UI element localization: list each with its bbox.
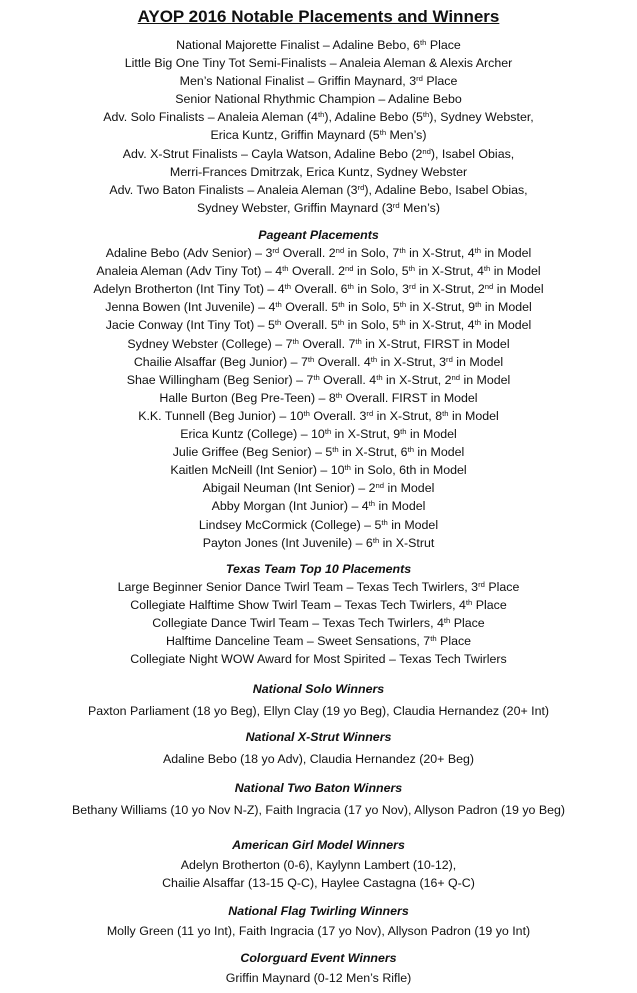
line-text: Merri-Frances Dmitrzak, Erica Kuntz, Sydney Webster — [169, 164, 468, 179]
ordinal-suffix: th — [332, 444, 339, 454]
line-text: in Model — [480, 318, 532, 333]
ordinal-suffix: th — [400, 426, 407, 436]
line-text: Overall. 2 — [288, 264, 345, 279]
text-line — [0, 922, 637, 940]
line-text: Adelyn Brotherton (Int Tiny Tot) – 4 — [93, 282, 285, 297]
ordinal-suffix: th — [399, 300, 407, 310]
ordinal-suffix: th — [292, 336, 299, 346]
ordinal-suffix: th — [381, 517, 388, 527]
text-line — [0, 163, 637, 181]
line-text: in X-Strut, 2 — [415, 282, 485, 297]
line-text: in Model — [413, 445, 465, 460]
ordinal-suffix: th — [419, 37, 427, 47]
line-text: in X-Strut, 9 — [331, 427, 401, 442]
line-text: Little Big One Tiny Tot Semi-Finalists – Analeia Aleman & Alexis Archer — [124, 56, 513, 71]
ordinal-suffix: th — [407, 444, 414, 454]
line-text: Shae Willingham (Beg Senior) – 7 — [126, 372, 314, 387]
ordinal-suffix: rd — [366, 408, 374, 418]
ordinal-suffix: th — [337, 318, 345, 328]
line-text: Chailie Alsaffar (13-15 Q-C), Haylee Castagna (16+ Q-C) — [162, 876, 475, 891]
text-line — [0, 199, 637, 217]
ordinal-suffix: rd — [446, 354, 453, 364]
line-text: in X-Strut, 3 — [377, 354, 447, 369]
line-text: Overall. 6 — [291, 282, 348, 297]
line-text: Place — [422, 74, 458, 89]
line-text: in X-Strut, 8 — [373, 408, 443, 423]
ordinal-suffix: rd — [478, 579, 485, 589]
line-text: Place — [426, 38, 461, 52]
text-line — [0, 856, 637, 874]
line-text: Adv. Two Baton Finalists – Analeia Aleman (3 — [109, 182, 358, 197]
ordinal-suffix: th — [475, 300, 482, 310]
notable-section — [0, 36, 637, 217]
line-text: Men’s) — [399, 200, 441, 215]
line-text: Overall. 5 — [281, 318, 338, 333]
line-text: in X-Strut, 9 — [406, 300, 476, 315]
ordinal-suffix: rd — [392, 200, 400, 210]
line-text: in X-Strut, 6 — [338, 445, 408, 460]
flag-list — [0, 922, 637, 940]
pageant-section — [0, 226, 637, 552]
line-text: in X-Strut, FIRST in Model — [361, 336, 510, 351]
ordinal-suffix: rd — [357, 182, 365, 192]
line-text: Overall. 4 — [319, 372, 377, 387]
line-text: Place — [472, 598, 507, 613]
line-text: Senior National Rhythmic Champion – Adaline Bebo — [175, 92, 462, 107]
line-text: in Solo, 6th in Model — [350, 463, 467, 478]
ordinal-suffix: nd — [344, 263, 354, 273]
line-text: in Model — [481, 300, 532, 315]
ordinal-suffix: th — [368, 499, 376, 509]
ordinal-suffix: th — [284, 282, 292, 292]
ordinal-suffix: th — [313, 372, 320, 382]
ordinal-suffix: th — [443, 616, 451, 626]
text-line — [0, 596, 637, 614]
line-text: in Model — [387, 517, 439, 532]
section-heading: Colorguard Event Winners — [240, 951, 397, 965]
ordinal-suffix: th — [335, 390, 343, 400]
line-text: Adelyn Brotherton (0-6), Kaylynn Lambert (10-12), — [180, 858, 457, 873]
text-line — [0, 90, 637, 108]
ordinal-suffix: th — [324, 426, 332, 436]
texas-section — [0, 560, 637, 669]
line-text: Erica Kuntz, Griffin Maynard (5 — [210, 128, 380, 143]
ordinal-suffix: th — [307, 354, 315, 364]
line-text: in Model — [460, 372, 511, 387]
line-text: in Model — [384, 481, 435, 496]
ordinal-suffix: th — [430, 634, 437, 644]
line-text: K.K. Tunnell (Beg Junior) – 10 — [138, 408, 304, 423]
line-text: Lindsey McCormick (College) – 5 — [198, 517, 382, 532]
ordinal-suffix: th — [275, 300, 282, 310]
text-line — [0, 578, 637, 596]
solo-section — [0, 680, 637, 720]
ordinal-suffix: th — [399, 318, 406, 328]
line-text: Griffin Maynard (0-12 Men’s Rifle) — [225, 971, 412, 986]
text-line — [0, 298, 637, 316]
ordinal-suffix: th — [338, 300, 345, 310]
text-line — [0, 54, 637, 72]
section-heading: American Girl Model Winners — [232, 838, 405, 852]
line-text: in Model — [375, 499, 426, 514]
line-text: Chailie Alsaffar (Beg Junior) – 7 — [133, 354, 308, 369]
line-text: Place — [436, 634, 472, 649]
text-line — [0, 443, 637, 461]
text-line — [0, 874, 637, 892]
line-text: Sydney Webster (College) – 7 — [127, 336, 293, 351]
text-line — [0, 407, 637, 425]
ordinal-suffix: nd — [422, 146, 431, 156]
text-line — [0, 702, 637, 720]
line-text: Analeia Aleman (Adv Tiny Tot) – 4 — [96, 264, 283, 279]
ordinal-suffix: th — [372, 535, 380, 545]
line-text: Adaline Bebo (Adv Senior) – 3 — [105, 246, 273, 261]
line-text: in X-Strut, 4 — [405, 318, 475, 333]
line-text: Collegiate Halftime Show Twirl Team – Texas Tech Twirlers, 4 — [130, 598, 466, 613]
text-line — [0, 497, 637, 515]
ordinal-suffix: th — [355, 336, 362, 346]
ordinal-suffix: th — [317, 110, 325, 120]
ordinal-suffix: th — [442, 408, 449, 418]
text-line — [0, 534, 637, 552]
line-text: Abby Morgan (Int Junior) – 4 — [211, 499, 369, 514]
text-line — [0, 389, 637, 407]
section-heading: Pageant Placements — [258, 228, 379, 242]
ordinal-suffix: th — [376, 372, 383, 382]
solo-list — [0, 702, 637, 720]
line-text: in Model — [493, 282, 544, 297]
text-line — [0, 461, 637, 479]
line-text: Kaitlen McNeill (Int Senior) – 10 — [170, 463, 345, 478]
line-text: Men’s) — [386, 128, 427, 143]
section-heading: National X-Strut Winners — [245, 730, 392, 744]
ordinal-suffix: rd — [409, 282, 416, 292]
ordinal-suffix: th — [474, 318, 481, 328]
ordinal-suffix: th — [408, 263, 416, 273]
text-line — [0, 244, 637, 262]
section-heading: National Two Baton Winners — [234, 781, 403, 795]
xstrut-section — [0, 728, 637, 768]
flag-section — [0, 902, 637, 940]
ordinal-suffix: th — [303, 408, 310, 418]
line-text: Adaline Bebo (18 yo Adv), Claudia Hernandez (20+ Beg) — [163, 752, 474, 767]
line-text: Place — [484, 580, 520, 595]
line-text: in X-Strut, 4 — [415, 264, 484, 279]
text-line — [0, 650, 637, 668]
ordinal-suffix: th — [344, 463, 351, 472]
text-line — [0, 262, 637, 280]
xstrut-list — [0, 750, 637, 768]
text-line — [0, 632, 637, 650]
line-text: Bethany Williams (10 yo Nov N-Z), Faith Ingracia (17 yo Nov), Allyson Padron (19 yo Beg) — [71, 803, 566, 818]
model-section — [0, 836, 637, 892]
line-text: in Model — [452, 354, 504, 369]
text-line — [0, 750, 637, 768]
ordinal-suffix: th — [422, 110, 430, 120]
text-line — [0, 969, 637, 987]
ordinal-suffix: nd — [375, 481, 385, 491]
ordinal-suffix: rd — [416, 73, 423, 83]
colorguard-list — [0, 969, 637, 987]
ordinal-suffix: th — [370, 354, 378, 364]
line-text: in Solo, 5 — [353, 264, 409, 279]
line-text: in Model — [481, 246, 532, 261]
section-heading: National Solo Winners — [252, 682, 385, 696]
line-text: Molly Green (11 yo Int), Faith Ingracia (17 yo Nov), Allyson Padron (19 yo Int) — [106, 924, 531, 939]
text-line — [0, 353, 637, 371]
line-text: Overall. 7 — [298, 336, 356, 351]
ordinal-suffix: nd — [335, 245, 345, 255]
line-text: in X-Strut, 4 — [405, 246, 475, 261]
section-heading: National Flag Twirling Winners — [228, 904, 409, 918]
text-line — [0, 335, 637, 353]
line-text: Overall. 4 — [314, 354, 371, 369]
line-text: Collegiate Night WOW Award for Most Spirited – Texas Tech Twirlers — [130, 652, 507, 667]
model-list — [0, 856, 637, 892]
colorguard-section — [0, 949, 637, 987]
ordinal-suffix: th — [282, 263, 289, 273]
text-line — [0, 371, 637, 389]
line-text: in Solo, 5 — [344, 318, 400, 333]
text-line — [0, 72, 637, 90]
text-line — [0, 801, 637, 819]
text-line — [0, 316, 637, 334]
line-text: Overall. 5 — [281, 300, 339, 315]
text-line — [0, 614, 637, 632]
line-text: in Solo, 7 — [344, 246, 400, 261]
line-text: in Model — [448, 408, 499, 423]
ordinal-suffix: th — [474, 245, 482, 255]
text-line — [0, 425, 637, 443]
twobaton-list — [0, 801, 637, 819]
ordinal-suffix: th — [274, 318, 282, 328]
section-heading: Texas Team Top 10 Placements — [225, 562, 412, 576]
line-text: National Majorette Finalist – Adaline Bebo, 6 — [176, 38, 420, 52]
line-text: in X-Strut — [379, 535, 435, 550]
twobaton-section — [0, 779, 637, 819]
pageant-list — [0, 244, 637, 552]
line-text: Abigail Neuman (Int Senior) – 2 — [202, 481, 376, 496]
line-text: Men’s National Finalist – Griffin Maynard, 3 — [179, 74, 417, 89]
text-line — [0, 108, 637, 126]
line-text: in Model — [490, 264, 541, 279]
line-text: Halftime Danceline Team – Sweet Sensations, 7 — [165, 634, 431, 649]
text-line — [0, 280, 637, 298]
line-text: Erica Kuntz (College) – 10 — [180, 427, 325, 442]
line-text: Paxton Parliament (18 yo Beg), Ellyn Clay (19 yo Beg), Claudia Hernandez (20+ Int) — [87, 704, 550, 719]
line-text: Payton Jones (Int Juvenile) – 6 — [202, 535, 373, 550]
line-text: ), Isabel Obias, — [430, 146, 515, 161]
text-line — [0, 181, 637, 199]
text-line — [0, 516, 637, 534]
texas-list — [0, 578, 637, 668]
ordinal-suffix: th — [379, 128, 387, 138]
line-text: Adv. Solo Finalists – Analeia Aleman (4 — [103, 110, 318, 125]
ordinal-suffix: th — [483, 263, 491, 273]
line-text: Overall. FIRST in Model — [342, 390, 478, 405]
ordinal-suffix: nd — [484, 282, 494, 292]
line-text: Julie Griffee (Beg Senior) – 5 — [172, 445, 333, 460]
line-text: in Solo, 5 — [344, 300, 400, 315]
line-text: Jenna Bowen (Int Juvenile) – 4 — [105, 300, 276, 315]
text-line — [0, 145, 637, 163]
page-title: AYOP 2016 Notable Placements and Winners — [137, 7, 500, 26]
text-line — [0, 479, 637, 497]
line-text: in X-Strut, 2 — [382, 372, 452, 387]
line-text: Collegiate Dance Twirl Team – Texas Tech Twirlers, 4 — [152, 616, 444, 631]
line-text: Adv. X-Strut Finalists – Cayla Watson, Adaline Bebo (2 — [122, 146, 423, 161]
line-text: ), Adaline Bebo, Isabel Obias, — [364, 182, 528, 197]
line-text: Place — [450, 616, 485, 631]
text-line — [0, 126, 637, 144]
line-text: in Model — [406, 427, 457, 442]
line-text: Overall. 3 — [309, 408, 367, 423]
ordinal-suffix: th — [347, 282, 354, 292]
ordinal-suffix: th — [465, 597, 473, 607]
line-text: ), Sydney Webster, — [429, 110, 534, 125]
text-line — [0, 36, 637, 54]
ordinal-suffix: th — [399, 245, 406, 255]
line-text: Halle Burton (Beg Pre-Teen) – 8 — [159, 390, 336, 405]
ordinal-suffix: rd — [272, 245, 280, 255]
line-text: Jacie Conway (Int Tiny Tot) – 5 — [105, 318, 275, 333]
line-text: Overall. 2 — [279, 246, 336, 261]
ordinal-suffix: nd — [451, 372, 461, 382]
line-text: Large Beginner Senior Dance Twirl Team – Texas Tech Twirlers, 3 — [117, 580, 479, 595]
line-text: Sydney Webster, Griffin Maynard (3 — [196, 200, 393, 215]
line-text: ), Adaline Bebo (5 — [324, 110, 423, 125]
line-text: in Solo, 3 — [353, 282, 410, 297]
